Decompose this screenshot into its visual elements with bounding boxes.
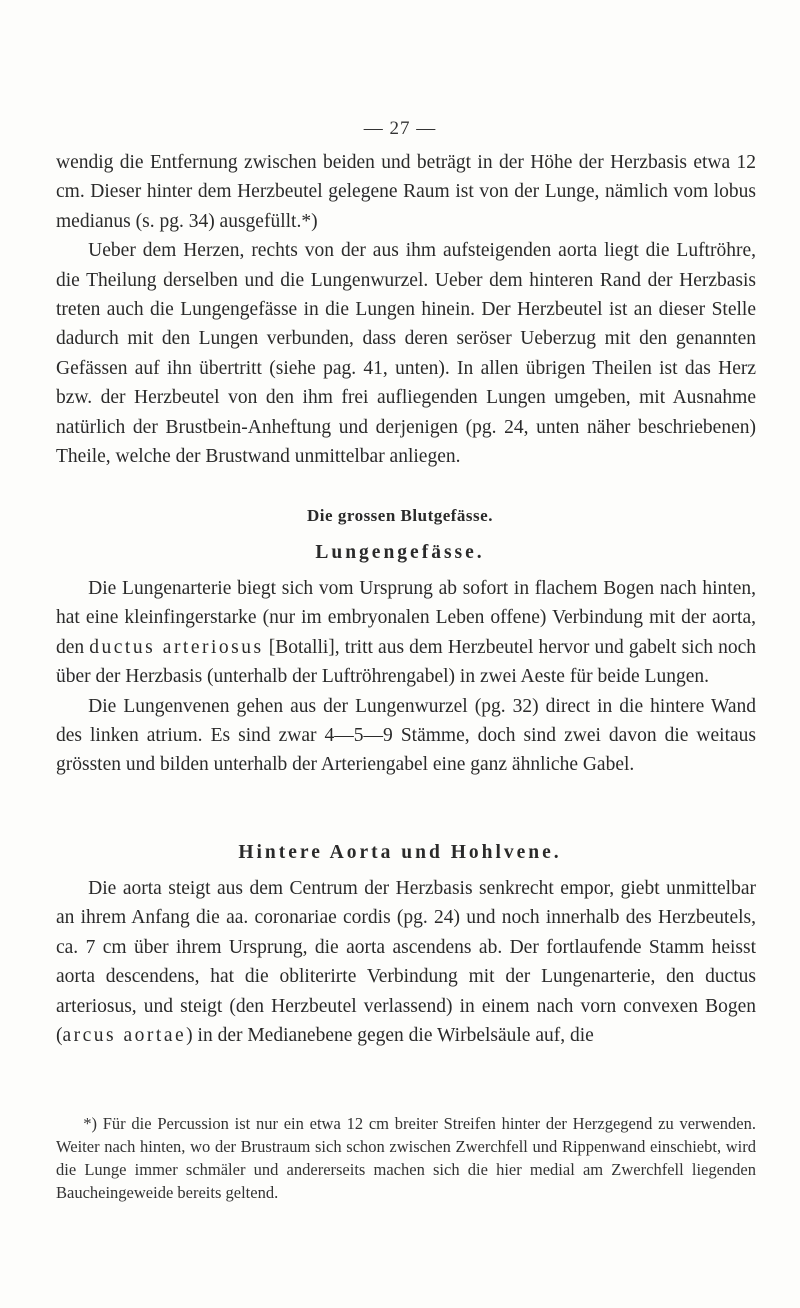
paragraph-heart-surroundings: Ueber dem Herzen, rechts von der aus ihm aufsteigenden aorta liegt die Luftröhre, die Theilung derselben und die Lungenwurzel. Ueber dem hinteren Rand der Herzbasis treten auch die Lungengefässe in die Lungen hinein. Der Herzbeutel ist an dieser Stelle dadurch mit den Lungen verbunden, dass deren seröser Ueberzug mit den genannten Gefässen auf ihn übertritt (siehe pag. 41, unten). In allen übrigen Theilen ist das Herz bzw. der Herzbeutel von den ihm frei aufliegenden Lungen umgeben, mit Ausnahme natürlich der Brustbein-Anheftung und derjenigen (pg. 24, unten näher beschriebenen) Theile, welche der Brustwand unmittelbar anliegen. [56, 240, 756, 468]
subsection-heading-lungengefaesse: Lungengefässe. [315, 542, 485, 563]
page-number: — 27 — [363, 118, 437, 139]
text-section-aorta [56, 874, 756, 1050]
term-arcus-aortae: arcus aortae [62, 1025, 187, 1047]
term-ductus-arteriosus: ductus arteriosus [89, 636, 264, 658]
paragraph-lungenvenen: Die Lungenvenen gehen aus der Lungenwurzel (pg. 32) direct in die hintere Wand des linken atrium. Es sind zwar 4—5—9 Stämme, doch sind zwei davon die weitaus grössten und bilden unterhalb der Arteriengabel eine ganz ähnliche Gabel. [56, 695, 756, 776]
paragraph-aorta [56, 874, 756, 1050]
paragraph-continuation: wendig die Entfernung zwischen beiden und beträgt in der Höhe der Herzbasis etwa 12 cm. Dieser hinter dem Herzbeutel gelegene Raum ist von der Lunge, nämlich vom lobus medianus (s. pg. 34) ausgefüllt.*) [56, 152, 756, 232]
paragraph-lungenarterie [56, 574, 756, 692]
text-run: [Botalli], tritt aus dem Herzbeutel hervor und gabelt sich noch über der Herzbasis (unterhalb der Luftröhrengabel) in zwei Aeste für beide Lungen. [56, 636, 757, 688]
text-section-intro [56, 148, 756, 471]
footnote [56, 1112, 756, 1204]
subsection-heading-aorta: Hintere Aorta und Hohlvene. [238, 842, 562, 863]
section-heading: Die grossen Blutgefässe. [307, 506, 493, 525]
footnote-text: *) Für die Percussion ist nur ein etwa 12 cm breiter Streifen hinter der Herzgegend zu verwenden. Weiter nach hinten, wo der Brustraum sich schon zwischen Zwerchfell und Rippenwand einschiebt, wird die Lunge immer schmäler und andererseits machen sich die hier medial am Zwerchfell liegenden Baucheingeweide bereits geltend. [56, 1114, 756, 1202]
text-run: Die Lungenarterie biegt sich vom Ursprung ab sofort in flachem Bogen nach hinten, hat eine kleinfingerstarke (nur im embryonalen Leben offene) Verbindung mit der aorta, den [56, 578, 756, 658]
text-run: Die aorta steigt aus dem Centrum der Herzbasis senkrecht empor, giebt unmittelbar an ihrem Anfang die aa. coronariae cordis (pg. 24) und noch innerhalb des Herzbeutels, ca. 7 cm über ihrem Ursprung, die aorta ascendens ab. Der fortlaufende Stamm heisst aorta descendens, hat die obliterirte Verbindung mit der Lungenarterie, den ductus arteriosus, und steigt (den Herzbeutel verlassend) in einem nach vorn convexen Bogen ( [56, 878, 756, 1047]
text-section-lungengefaesse [56, 574, 756, 780]
text-run: ) in der Medianebene gegen die Wirbelsäule auf, die [186, 1025, 594, 1047]
